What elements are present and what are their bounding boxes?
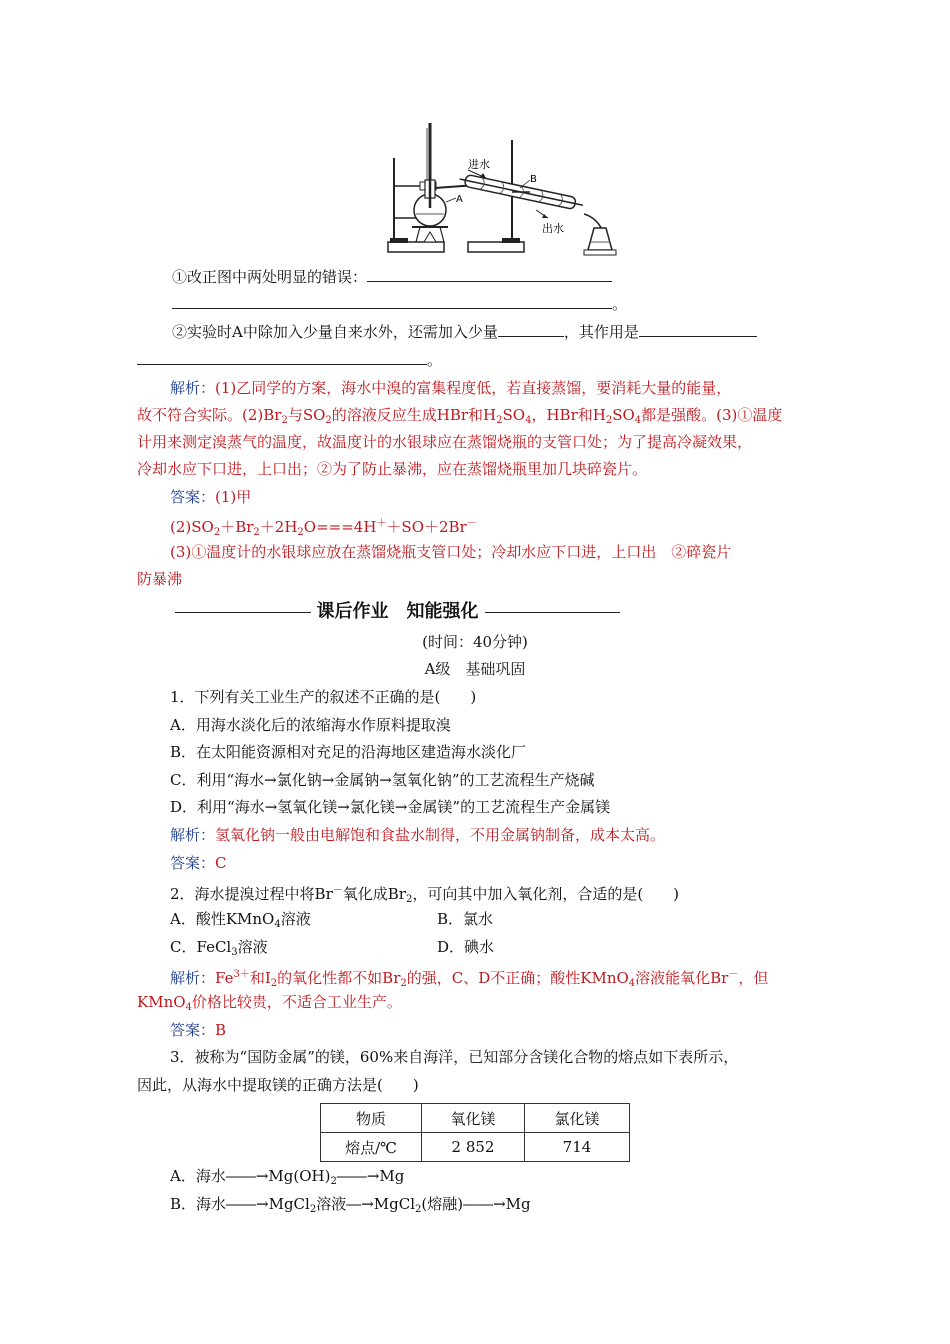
table-cell: 2 852 — [422, 1133, 525, 1162]
table-cell: 熔点/℃ — [321, 1133, 422, 1162]
option-b[interactable]: B．海水――→MgCl$_2$溶液―→MgCl$_2$(熔融)――→Mg — [170, 1195, 531, 1215]
table-header: 物质 — [321, 1104, 422, 1133]
question-stem: 3．被称为“国防金属”的镁，60%来自海洋，已知部分含镁化合物的熔点如下表所示， — [170, 1048, 739, 1066]
label-outlet: 出水 — [542, 222, 564, 235]
time-limit: (时间：40分钟) — [422, 633, 528, 651]
question-stem: 1．下列有关工业生产的叙述不正确的是( ) — [170, 688, 477, 706]
answer-blank[interactable] — [367, 265, 612, 282]
level-heading: A级 基础巩固 — [424, 660, 526, 678]
answer-blank[interactable] — [639, 320, 757, 337]
table-header: 氧化镁 — [422, 1104, 525, 1133]
melting-point-table — [320, 1103, 630, 1162]
option-a[interactable]: A．用海水淡化后的浓缩海水作原料提取溴 — [170, 716, 451, 734]
label-a: A — [456, 194, 463, 205]
table-cell: 714 — [525, 1133, 630, 1162]
answer-blank[interactable] — [137, 348, 427, 365]
option-b[interactable]: B．在太阳能资源相对充足的沿海地区建造海水淡化厂 — [170, 743, 527, 761]
q3-part2-line2: 。 — [137, 348, 442, 371]
q3-part1-line2: 。 — [172, 292, 627, 315]
analysis-line: 计用来测定溴蒸气的温度，故温度计的水银球应在蒸馏烧瓶的支管口处；为了提高冷凝效果， — [137, 433, 753, 451]
question-stem: 2．海水提溴过程中将Br－氧化成$Br_2$，可向其中加入氧化剂，合适的是( ) — [170, 885, 680, 905]
analysis-line: 故不符合实际。$(2)Br_2$与$SO_2$的溶液反应生成HBr和$H_2SO_4$，HBr和$H_2SO_4$都是强酸。(3)①温度 — [137, 406, 783, 426]
q3-part1-line: ①改正图中两处明显的错误： — [172, 265, 612, 288]
answer-line: $(2)SO_2+Br_2+2H_2O===4H^++SO+2Br^-$ — [170, 518, 477, 538]
option-c[interactable]: C．FeCl$_3$溶液 — [170, 938, 268, 958]
option-d[interactable]: D．碘水 — [437, 938, 495, 956]
analysis-line: 解析：$Fe^{3+}$和$I_2$的氧化性都不如$Br_2$的强，C、D不正确；酸性KMnO$_4$溶液能氧化Br－，但 — [170, 969, 769, 989]
option-d[interactable]: D．利用“海水→氢氧化镁→氯化镁→金属镁”的工艺流程生产金属镁 — [170, 798, 611, 816]
answer-line: 防暴沸 — [137, 570, 183, 588]
section-title: 课后作业 知能强化 — [175, 598, 620, 626]
option-b[interactable]: B．氯水 — [437, 910, 494, 928]
answer-line: 答案：(1)甲 — [170, 488, 252, 506]
answer-line: (3)①温度计的水银球应放在蒸馏烧瓶支管口处；冷却水应下口进，上口出 ②碎瓷片 — [170, 543, 732, 561]
table-header: 氯化镁 — [525, 1104, 630, 1133]
question-stem: 因此，从海水中提取镁的正确方法是( ) — [137, 1076, 419, 1094]
distillation-apparatus-diagram — [380, 118, 620, 262]
label-inlet: 进水 — [468, 158, 490, 171]
answer-blank[interactable] — [498, 320, 564, 337]
analysis-line: 解析：(1)乙同学的方案，海水中溴的富集程度低，若直接蒸馏，要消耗大量的能量， — [170, 379, 732, 397]
analysis-line: KMnO$_4$价格比较贵，不适合工业生产。 — [137, 993, 402, 1013]
label-b: B — [530, 174, 537, 185]
option-a[interactable]: A．海水$――\to Mg(OH)_2――\to Mg$ — [170, 1167, 405, 1187]
analysis-line: 冷却水应下口进，上口出；②为了防止暴沸，应在蒸馏烧瓶里加几块碎瓷片。 — [137, 460, 648, 478]
option-a[interactable]: A．酸性KMnO$_4$溶液 — [170, 910, 311, 930]
answer-blank[interactable] — [172, 292, 612, 309]
analysis-line: 解析：氢氧化钠一般由电解饱和食盐水制得，不用金属钠制备，成本太高。 — [170, 826, 666, 844]
q3-part2-line: ②实验时A中除加入少量自来水外，还需加入少量 ，其作用是 — [172, 320, 757, 343]
answer-line: 答案：B — [170, 1021, 227, 1039]
answer-line: 答案：C — [170, 854, 227, 872]
option-c[interactable]: C．利用“海水→氯化钠→金属钠→氢氧化钠”的工艺流程生产烧碱 — [170, 771, 595, 789]
